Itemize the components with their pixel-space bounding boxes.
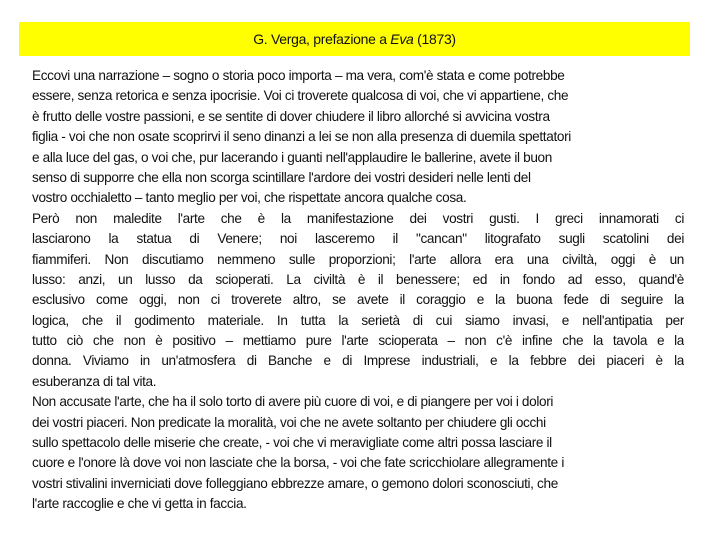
text-line: tutto ciò che non è positivo – mettiamo pure l'arte scioperata – non c'è infine che la tavola e la (32, 333, 684, 349)
text-line: lusso: anzi, un lusso da scioperati. La civiltà è il benessere; ed in fondo ad esso, quand'è (32, 271, 684, 287)
text-line: senso di supporre che ella non scorga scintillare l'ardore dei vostri desideri nelle lenti del (32, 169, 531, 185)
text-line: fiammiferi. Non discutiamo nemmeno sulle proporzioni; l'arte allora era una civiltà, oggi è un (32, 251, 684, 267)
text-line: logica, che il godimento materiale. In tutta la serietà di cui siamo invasi, e nell'antipatia per (32, 312, 684, 328)
text-line: cuore e l'onore là dove voi non lasciate che la borsa, - voi che fate scricchiolare allegramente i (32, 455, 564, 471)
text-line: è frutto delle vostre passioni, e se sentite di dover chiudere il libro allorché si avvicina vostra (32, 108, 550, 124)
text-line: essere, senza retorica e senza ipocrisie. Voi ci troverete qualcosa di voi, che vi appartiene, che (32, 88, 569, 104)
text-line: esuberanza di tal vita. (32, 373, 157, 389)
text-line: e alla luce del gas, o voi che, pur lacerando i guanti nell'applaudire le ballerine, avete il buon (32, 149, 552, 165)
title-banner (19, 22, 690, 56)
text-line: sullo spettacolo delle miserie che create, - voi che vi meravigliate come altri possa lasciare il (32, 435, 552, 451)
text-line: donna. Viviamo in un'atmosfera di Banche e di Imprese industriali, e la febbre dei piaceri è la (32, 353, 684, 369)
text-line: Però non maledite l'arte che è la manifestazione dei vostri gusti. I greci innamorati ci (32, 210, 684, 226)
text-line: Eccovi una narrazione – sogno o storia poco importa – ma vera, com'è stata e come potrebbe (32, 68, 565, 83)
text-line: vostro occhialetto – tanto meglio per voi, che rispettate ancora qualche cosa. (32, 190, 467, 206)
paragraph (32, 392, 684, 514)
text-line: figlia - voi che non osate scoprirvi il seno dinanzi a lei se non alla presenza di duemila spettatori (32, 129, 571, 145)
paragraph (32, 209, 684, 393)
text-line: vostri stivalini inverniciati dove folleggiano ebbrezze amare, o gemono dolori sconosciuti, che (32, 475, 558, 491)
preface-text (32, 66, 684, 515)
text-line: esclusivo come oggi, non ci troverete altro, se avete il coraggio e la buona fede di seguire la (32, 292, 684, 308)
title-suffix: (1873) (413, 31, 456, 47)
paragraph (32, 66, 684, 209)
text-line: Non accusate l'arte, che ha il solo torto di avere più cuore di voi, e di piangere per voi i dolori (32, 394, 554, 410)
title-prefix: G. Verga, prefazione a (253, 31, 391, 47)
text-line: dei vostri piaceri. Non predicate la moralità, voi che ne avete soltanto per chiudere gli occhi (32, 414, 546, 430)
title-work: Eva (390, 31, 414, 47)
text-line: l'arte raccoglie e che vi getta in faccia. (32, 496, 247, 512)
text-line: lasciarono la statua di Venere; noi lasceremo il "cancan" litografato sugli scatolini dei (32, 231, 684, 247)
